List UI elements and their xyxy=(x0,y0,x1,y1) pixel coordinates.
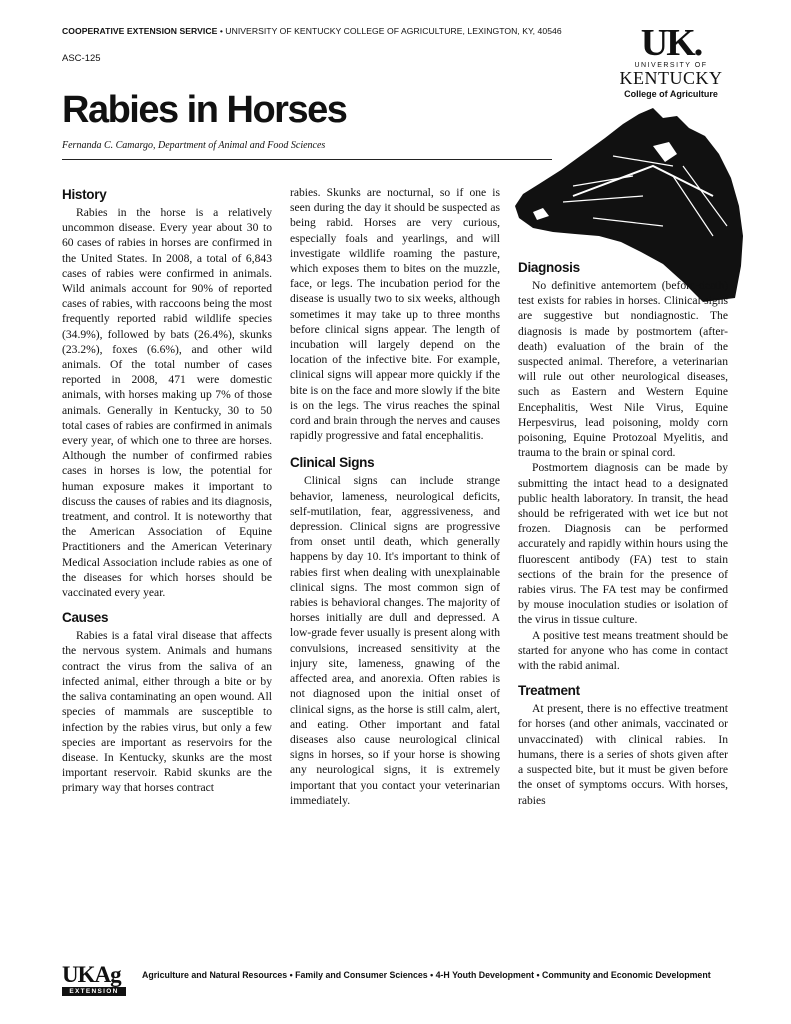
title-rule xyxy=(62,159,552,160)
footer-programs: Agriculture and Natural Resources • Family and Consumer Sciences • 4-H Youth Development • Community and Economic Development xyxy=(142,970,711,980)
header-line xyxy=(62,26,562,36)
ukag-extension-logo xyxy=(62,963,130,997)
ukag-logo-text: UKAg xyxy=(62,962,121,987)
heading-treatment: Treatment xyxy=(518,683,580,699)
clinical-signs-paragraph: Clinical signs can include strange behavior, lameness, neurological deficits, self-mutilation, fear, aggressiveness, and depression. Clinical signs are progressive from onset until death, which generally happens by day 10. It's important to think of rabies first when dealing with unexplainable clinical signs. The most common sign of rabies is behavioral changes. The majority of horses initially are dull and depressed. A low-grade fever usually is present along with convulsions, increased sensitivity at the injury site, lameness, gnawing of the affected area, and anorexia. Often rabies is not diagnosed upon the initial onset of clinical signs, as the horse is still calm, alert, and eating. Other important and fatal diseases also cause neurological clinical signs in horses, so if your horse is showing any neurological signs, it is extremely important that you contact your veterinarian immediately. xyxy=(290,474,500,807)
causes-paragraph-1: Rabies is a fatal viral disease that affects the nervous system. Animals and humans contract the virus from the saliva of an infected animal, either through a bite or by the saliva contaminating an open wound. All species of mammals are susceptible to infection by the rabies virus, but only a few species are important as reservoirs for the disease. In Kentucky, skunks are the most important reservoir. Rabid skunks are the primary way that horses contract xyxy=(62,629,272,795)
heading-diagnosis: Diagnosis xyxy=(518,260,580,275)
treatment-paragraph: At present, there is no effective treatment for horses (and other animals, vaccinated or unvaccinated) with clinical rabies. In humans, there is a series of shots given after a suspected bite, but it must be given before the onset of symptoms occurs. With horses, rabies xyxy=(518,702,728,807)
column-2 xyxy=(290,185,500,808)
publication-number: ASC-125 xyxy=(62,53,101,64)
diagnosis-paragraph-3: A positive test means treatment should be started for anyone who has come in contact with the rabid animal. xyxy=(518,628,728,673)
document-title: Rabies in Horses xyxy=(62,89,347,131)
heading-causes: Causes xyxy=(62,610,109,626)
diagnosis-paragraph-2: Postmortem diagnosis can be made by submitting the intact head to a designated public health laboratory. In transit, the head should be refrigerated with wet ice but not frozen. Diagnosis can be performed accurately and rapidly within hours using the fluorescent antibody (FA) test to stain sections of the brain for the presence of rabies virus. The FA test may be confirmed by mouse inoculation studies or isolation of the virus in tissue culture. xyxy=(518,461,728,627)
history-paragraph: Rabies in the horse is a relatively uncommon disease. Every year about 30 to 60 cases of rabies in horses are confirmed in the United States. In 2008, a total of 6,843 cases of rabies were confirmed in animals. Wild animals account for 90% of reported cases of rabies, with raccoons being the most frequently reported rabid wildlife species (34.9%), followed by bats (26.4%), skunks (23.2%), foxes (6.6%), and other wild animals. Of the total number of cases reported in 2008, 471 were domestic animals, with horses making up 7% of those animals. Generally in Kentucky, 30 to 50 total cases of rabies are confirmed in animals every year, of which one to three are horses. Although the number of confirmed rabies cases in horses is low, the potential for human exposure makes it important to discuss the causes of rabies and its diagnosis, treatment, and control. It is noteworthy that the American Association of Equine Practitioners and the American Veterinary Medical Association include rabies as one of the diseases for which horses should be vaccinated every year. xyxy=(62,206,272,600)
author-line: Fernanda C. Camargo, Department of Animal and Food Sciences xyxy=(62,140,326,151)
logo-university-of: UNIVERSITY OF xyxy=(634,62,708,69)
uk-logo-mark: UK. xyxy=(640,22,702,64)
heading-history: History xyxy=(62,187,107,202)
column-3 xyxy=(518,258,728,808)
logo-kentucky: KENTUCKY xyxy=(619,68,723,88)
heading-clinical-signs: Clinical Signs xyxy=(290,455,375,471)
extension-label: EXTENSION xyxy=(62,987,126,996)
diagnosis-paragraph-1: No definitive antemortem (before-death) test exists for rabies in horses. Clinical signs are suggestive but nondiagnostic. The diagnosis is made by postmortem (after-death) evaluation of the brain of the suspected animal. Therefore, a veterinarian will rule out other neurological diseases, such as Eastern and Western Equine Encephalitis, West Nile Virus, Equine Herpesvirus, lead poisoning, moldy corn poisoning, Equine Protozoal Myelitis, and trauma to the brain or spinal cord. xyxy=(518,279,728,460)
column-1 xyxy=(62,185,272,796)
logo-college: College of Agriculture xyxy=(624,89,718,99)
institution-name: • UNIVERSITY OF KENTUCKY COLLEGE OF AGRICULTURE, LEXINGTON, KY, 40546 xyxy=(217,26,562,36)
causes-paragraph-2: rabies. Skunks are nocturnal, so if one is seen during the day it should be suspected as being rabid. Horses are very curious, especially foals and yearlings, and will investigate wildlife roaming the pasture, which exposes them to bites on the muzzle, face, or legs. The incubation period for the disease is usually two to six weeks, although sometimes it may take up to three months before clinical signs appear. The length of incubation will largely depend on the location of the infective bite. For example, clinical signs will appear more quickly if the bite is on the face and more slowly if the bite is on the legs. The virus reaches the spinal cord and brain through the nerves and causes rapidly progressive and fatal encephalitis. xyxy=(290,186,500,443)
service-name: COOPERATIVE EXTENSION SERVICE xyxy=(62,26,218,36)
uk-college-logo xyxy=(612,24,730,104)
footer xyxy=(62,963,732,997)
